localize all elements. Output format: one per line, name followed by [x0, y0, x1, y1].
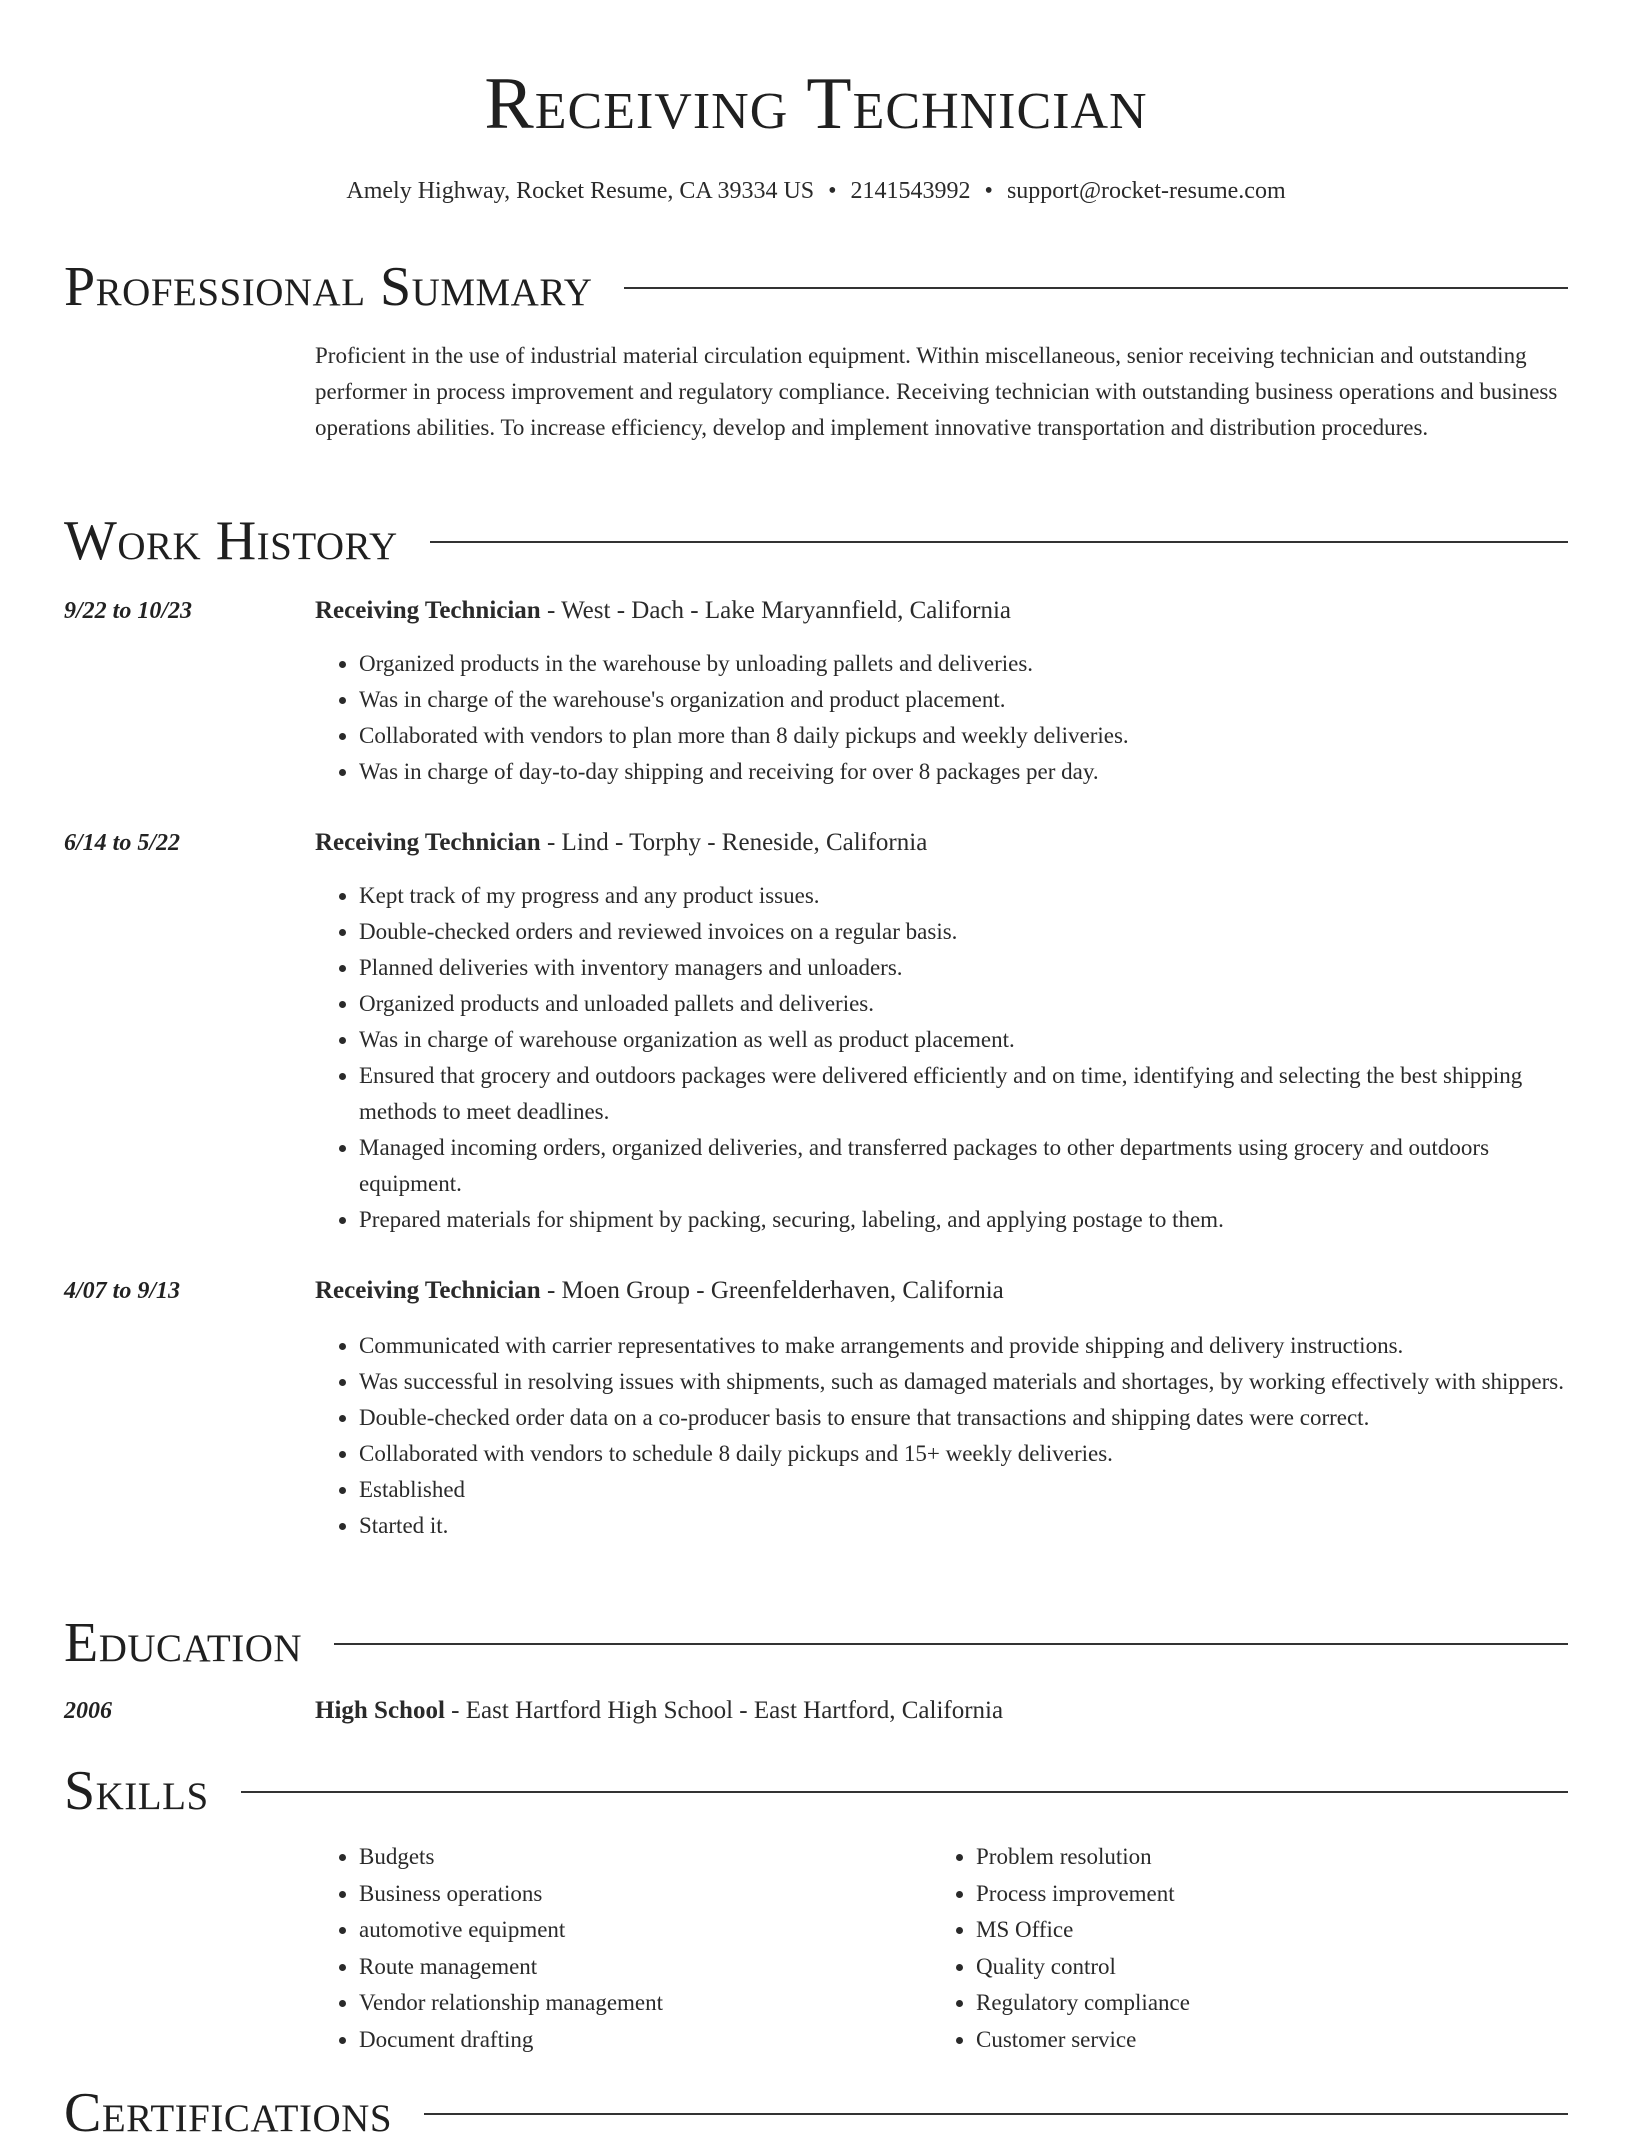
job-bullet: • Managed incoming orders, organized deliveries, and transferred packages to other departments using grocery and outdoors equipment. — [359, 1130, 1589, 1202]
job-bullet: • Was in charge of warehouse organization as well as product placement. — [359, 1022, 1589, 1058]
job-title: Receiving Technician — [315, 1277, 541, 1304]
skills-list-left — [315, 1839, 919, 2059]
job-bullet: • Started it. — [359, 1508, 1589, 1544]
contact-email: support@rocket-resume.com — [1006, 178, 1286, 204]
job-bullet: • Organized products and unloaded pallets and deliveries. — [359, 986, 1589, 1022]
job-employer: - West - Dach - Lake Maryannfield, California — [540, 597, 1011, 624]
job-bullet: • Prepared materials for shipment by packing, securing, labeling, and applying postage to them. — [359, 1202, 1589, 1238]
skill-item: • Business operations — [359, 1876, 919, 1913]
job-employer: - Lind - Torphy - Reneside, California — [540, 829, 928, 856]
job-bullets — [315, 646, 1589, 790]
contact-line — [0, 174, 1632, 208]
contact-separator: • — [984, 178, 993, 204]
job-title: Receiving Technician — [315, 597, 541, 624]
certifications-section-header — [64, 2080, 1568, 2146]
job-title: Receiving Technician — [315, 829, 541, 856]
summary-text: Proficient in the use of industrial material circulation equipment. Within miscellaneous, senior receiving technician and outstanding performer in process improvement and regulatory compliance. Receiving technician with outstanding business operations and business operations abilities. To increase efficiency, develop and implement innovative transportation and distribution procedures. — [315, 343, 1558, 440]
section-title-certifications: Certifications — [64, 2082, 393, 2144]
job-heading — [315, 826, 1567, 860]
contact-phone: 2141543992 — [850, 178, 971, 204]
skill-item: • automotive equipment — [359, 1912, 919, 1949]
job-employer: - Moen Group - Greenfelderhaven, California — [540, 1277, 1004, 1304]
job-bullets — [315, 1328, 1589, 1544]
section-divider — [241, 1791, 1568, 1793]
section-title-work: Work History — [64, 510, 398, 572]
contact-address: Amely Highway, Rocket Resume, CA 39334 US — [346, 178, 815, 204]
job-bullet: • Communicated with carrier representatives to make arrangements and provide shipping and delivery instructions. — [359, 1328, 1589, 1364]
job-bullet: • Organized products in the warehouse by unloading pallets and deliveries. — [359, 646, 1589, 682]
job-bullet: • Ensured that grocery and outdoors packages were delivered efficiently and on time, identifying and selecting the best shipping methods to meet deadlines. — [359, 1058, 1589, 1130]
job-bullets — [315, 878, 1589, 1238]
job-bullet: • Planned deliveries with inventory managers and unloaders. — [359, 950, 1589, 986]
job-bullet: • Double-checked orders and reviewed invoices on a regular basis. — [359, 914, 1589, 950]
job-dates: 6/14 to 5/22 — [64, 830, 181, 856]
education-degree: High School — [315, 1697, 445, 1724]
job-bullet: • Double-checked order data on a co-producer basis to ensure that transactions and shipping dates were correct. — [359, 1400, 1589, 1436]
job-bullet: • Collaborated with vendors to plan more than 8 daily pickups and weekly deliveries. — [359, 718, 1589, 754]
job-heading — [315, 594, 1567, 628]
job-bullet: • Was successful in resolving issues with shipments, such as damaged materials and shortages, by working effectively with shippers. — [359, 1364, 1589, 1400]
skill-item: • Budgets — [359, 1839, 919, 1876]
section-title-skills: Skills — [64, 1760, 209, 1822]
skill-item: • Process improvement — [976, 1876, 1536, 1913]
section-title-education: Education — [64, 1612, 303, 1674]
skill-item: • Customer service — [976, 2022, 1536, 2059]
job-bullet: • Established — [359, 1472, 1589, 1508]
skill-item: • Vendor relationship management — [359, 1985, 919, 2022]
skills-section-header — [64, 1758, 1568, 1824]
job-bullet: • Was in charge of the warehouse's organization and product placement. — [359, 682, 1589, 718]
skill-item: • Problem resolution — [976, 1839, 1536, 1876]
skill-item: • Regulatory compliance — [976, 1985, 1536, 2022]
section-title-summary: Professional Summary — [64, 256, 593, 318]
summary-section-header — [64, 254, 1568, 320]
skill-item: • Document drafting — [359, 2022, 919, 2059]
section-divider — [424, 2113, 1568, 2115]
resume-name: Receiving Technician — [484, 63, 1148, 145]
skill-item: • Route management — [359, 1949, 919, 1986]
job-bullet: • Kept track of my progress and any product issues. — [359, 878, 1589, 914]
section-divider — [624, 287, 1568, 289]
skills-list-right — [932, 1839, 1536, 2059]
job-heading — [315, 1274, 1567, 1308]
skill-item: • MS Office — [976, 1912, 1536, 1949]
section-divider — [334, 1643, 1568, 1645]
education-section-header — [64, 1610, 1568, 1676]
education-heading — [315, 1694, 1567, 1728]
education-school: - East Hartford High School - East Hartford, California — [444, 1697, 1004, 1724]
job-dates: 4/07 to 9/13 — [64, 1278, 181, 1304]
job-bullet: • Was in charge of day-to-day shipping and receiving for over 8 packages per day. — [359, 754, 1589, 790]
section-divider — [430, 541, 1568, 543]
contact-separator: • — [828, 178, 837, 204]
skill-item: • Quality control — [976, 1949, 1536, 1986]
job-bullet: • Collaborated with vendors to schedule 8 daily pickups and 15+ weekly deliveries. — [359, 1436, 1589, 1472]
education-year: 2006 — [64, 1698, 112, 1724]
work-section-header — [64, 508, 1568, 574]
job-dates: 9/22 to 10/23 — [64, 598, 193, 624]
